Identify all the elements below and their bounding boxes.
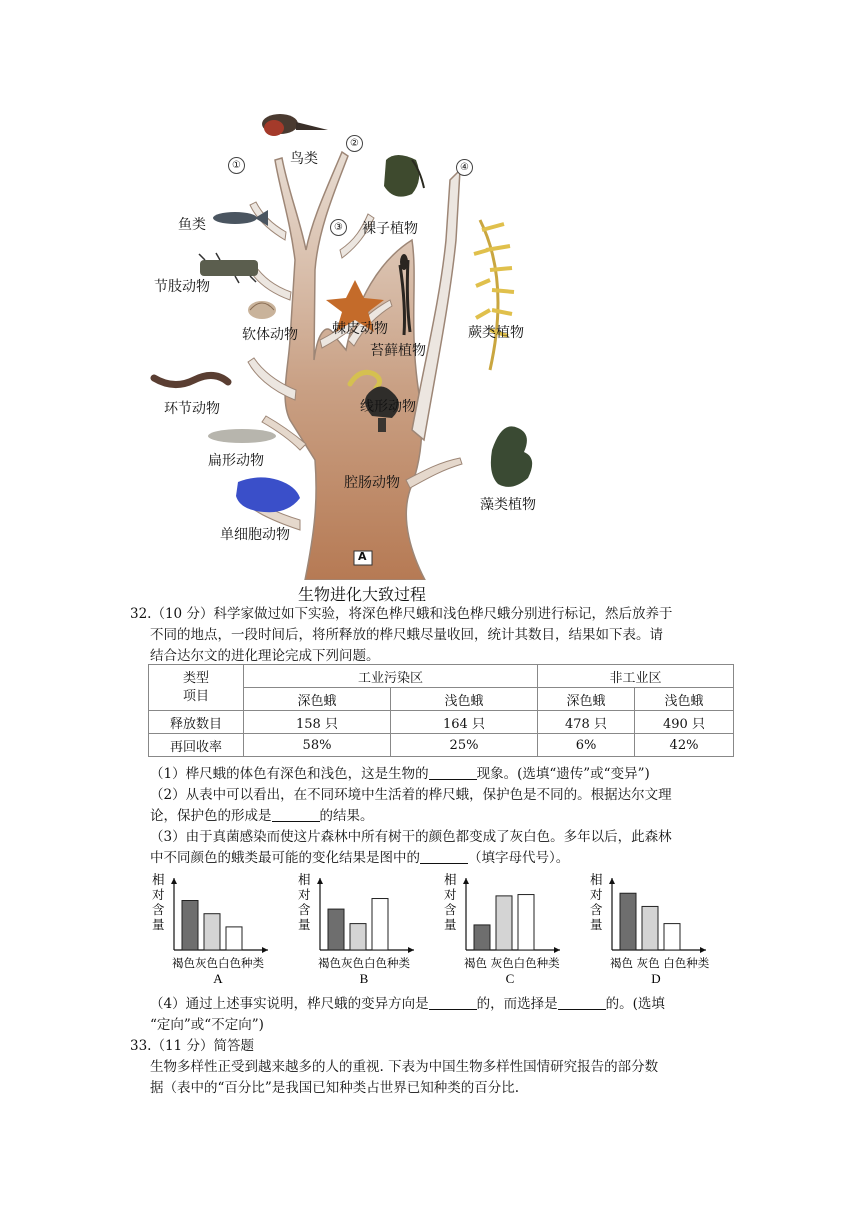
x-axis-arrow: [700, 947, 706, 953]
trunk-letter: A: [358, 550, 367, 563]
sub2-text-c: 的结果。: [319, 808, 374, 824]
option-letter: B: [359, 971, 369, 986]
fern-image: [474, 220, 514, 370]
option-letter: D: [651, 971, 661, 986]
col-header: 深色蛾: [538, 688, 635, 711]
q32-sub2-line1: （2）从表中可以看出，在不同环境中生活着的桦尺蛾，保护色是不同的。根据达尔文理: [150, 787, 672, 803]
x-axis-arrow: [262, 947, 268, 953]
q32-sub1: [150, 764, 732, 785]
label-ferns: 蕨类植物: [468, 325, 524, 341]
bar: [620, 893, 636, 950]
table-cell: 42%: [635, 734, 734, 757]
table-cell: 58%: [244, 734, 391, 757]
y-axis-label-char: 相: [298, 872, 311, 887]
mollusc-image: [248, 301, 276, 319]
table-corner: [149, 665, 244, 711]
moth-table: [148, 664, 734, 757]
table-row: [149, 711, 734, 734]
table-cell: 490 只: [635, 711, 734, 734]
sub2-text-b: 论，保护色的形成是: [150, 808, 272, 824]
bar: [642, 906, 658, 950]
sub3-text-c: （填字母代号）。: [468, 850, 570, 866]
label-molluscs: 软体动物: [242, 327, 298, 343]
bar: [496, 896, 512, 950]
label-bryophytes: 苔藓植物: [370, 343, 426, 359]
option-letter: A: [213, 971, 223, 986]
q33-line-2: 据（表中的“百分比”是我国已知种类占世界已知种类的百分比.: [150, 1080, 520, 1096]
y-axis-arrow: [317, 878, 323, 884]
label-gymnosperms: 裸子植物: [362, 221, 418, 237]
bar: [664, 924, 680, 950]
table-cell: 158 只: [244, 711, 391, 734]
marker-1: ①: [228, 157, 245, 174]
y-axis-label-char: 对: [590, 887, 603, 902]
y-axis-arrow: [171, 878, 177, 884]
answer-blank-1[interactable]: [429, 765, 477, 780]
row-label: 释放数目: [149, 711, 244, 734]
x-axis-arrow: [554, 947, 560, 953]
y-axis-label-char: 对: [444, 887, 457, 902]
bar: [226, 927, 242, 950]
q33-heading: 33.（11 分）简答题: [130, 1038, 254, 1054]
q32-sub4-line1: [150, 994, 732, 1015]
label-algae: 藻类植物: [480, 497, 536, 513]
y-axis-arrow: [463, 878, 469, 884]
annelid-image: [154, 375, 228, 384]
x-axis-label: 褐色 灰色白色种类: [464, 956, 560, 970]
unicellular-image: [236, 477, 300, 512]
sub3-text-b: 中不同颜色的蛾类最可能的变化结果是图中的: [150, 850, 420, 866]
sub1-text-a: （1）桦尺蛾的体色有深色和浅色，这是生物的: [150, 766, 429, 782]
marker-3: ③: [330, 219, 347, 236]
q32-intro-2: 不同的地点，一段时间后，将所释放的桦尺蛾尽量收回，统计其数目，结果如下表。请: [150, 627, 663, 643]
label-birds: 鸟类: [290, 151, 318, 167]
q32-sub4-line2: “定向”或“不定向”): [150, 1017, 264, 1033]
figure-caption: 生物进化大致过程: [298, 585, 427, 604]
flatworm-image: [208, 429, 276, 443]
bar: [474, 925, 490, 950]
table-cell: 25%: [391, 734, 538, 757]
col-header: 深色蛾: [244, 688, 391, 711]
y-axis-label-char: 相: [152, 872, 165, 887]
col-header: 浅色蛾: [391, 688, 538, 711]
label-annelids: 环节动物: [164, 401, 220, 417]
q32-intro-1: 32.（10 分）科学家做过如下实验，将深色桦尺蛾和浅色桦尺蛾分别进行标记，然后放养于: [130, 606, 673, 622]
sub4-text-a: （4）通过上述事实说明，桦尺蛾的变异方向是: [150, 996, 429, 1012]
label-echinoderms: 棘皮动物: [332, 321, 388, 337]
label-flatworms: 扁形动物: [208, 453, 264, 469]
bar: [182, 901, 198, 951]
marker-4: ④: [456, 159, 473, 176]
algae-image: [491, 426, 532, 487]
y-axis-label-char: 相: [444, 872, 457, 887]
bar: [372, 899, 388, 950]
bird-image: [262, 114, 328, 136]
bar: [328, 909, 344, 950]
answer-blank-3[interactable]: [420, 849, 468, 864]
x-axis-label: 褐色灰色白色种类: [172, 956, 264, 970]
y-axis-arrow: [609, 878, 615, 884]
x-axis-label: 褐色灰色白色种类: [318, 956, 410, 970]
y-axis-label-char: 含: [152, 902, 165, 917]
marker-2: ②: [346, 135, 363, 152]
y-axis-label-char: 含: [298, 902, 311, 917]
option-charts: [140, 866, 740, 990]
col-header: 浅色蛾: [635, 688, 734, 711]
label-unicellular: 单细胞动物: [220, 527, 290, 543]
bar: [350, 924, 366, 950]
sub4-text-c: 的。(选填: [605, 996, 665, 1012]
table-cell: 478 只: [538, 711, 635, 734]
y-axis-label-char: 量: [298, 917, 311, 932]
y-axis-label-char: 量: [590, 917, 603, 932]
label-fish: 鱼类: [178, 217, 206, 233]
answer-blank-2[interactable]: [272, 807, 320, 822]
table-row: [149, 734, 734, 757]
label-nematodes: 线形动物: [360, 399, 416, 415]
sub1-text-b: 现象。(选填“遗传”或“变异”): [476, 766, 650, 782]
y-axis-label-char: 相: [590, 872, 603, 887]
option-charts-svg: [140, 866, 740, 990]
answer-blank-5[interactable]: [558, 995, 606, 1010]
q33-line-1: 生物多样性正受到越来越多的人的重视. 下表为中国生物多样性国情研究报告的部分数: [150, 1059, 659, 1075]
bar: [204, 914, 220, 950]
corner-bottom: 项目: [182, 688, 209, 704]
y-axis-label-char: 量: [444, 917, 457, 932]
y-axis-label-char: 对: [298, 887, 311, 902]
label-arthropods: 节肢动物: [154, 279, 210, 295]
y-axis-label-char: 含: [590, 902, 603, 917]
sub4-text-b: 的，而选择是: [476, 996, 558, 1012]
group-non-industrial: 非工业区: [538, 665, 734, 688]
q32-sub2-line2: [150, 806, 732, 827]
y-axis-label-char: 含: [444, 902, 457, 917]
evolution-tree-figure: [150, 100, 590, 580]
answer-blank-4[interactable]: [429, 995, 477, 1010]
corner-top: 类型: [182, 670, 209, 686]
bar: [518, 895, 534, 950]
gymnosperm-image: [384, 155, 424, 197]
row-label: 再回收率: [149, 734, 244, 757]
q32-sub3-line1: （3）由于真菌感染而使这片森林中所有树干的颜色都变成了灰白色。多年以后，此森林: [150, 829, 672, 845]
x-axis-label: 褐色 灰色 白色种类: [610, 956, 710, 970]
q32-intro-3: 结合达尔文的进化理论完成下列问题。: [150, 648, 380, 664]
option-letter: C: [505, 971, 515, 986]
label-coelenterates: 腔肠动物: [344, 475, 400, 491]
y-axis-label-char: 对: [152, 887, 165, 902]
x-axis-arrow: [408, 947, 414, 953]
group-industrial: 工业污染区: [244, 665, 538, 688]
table-cell: 6%: [538, 734, 635, 757]
table-cell: 164 只: [391, 711, 538, 734]
y-axis-label-char: 量: [152, 917, 165, 932]
